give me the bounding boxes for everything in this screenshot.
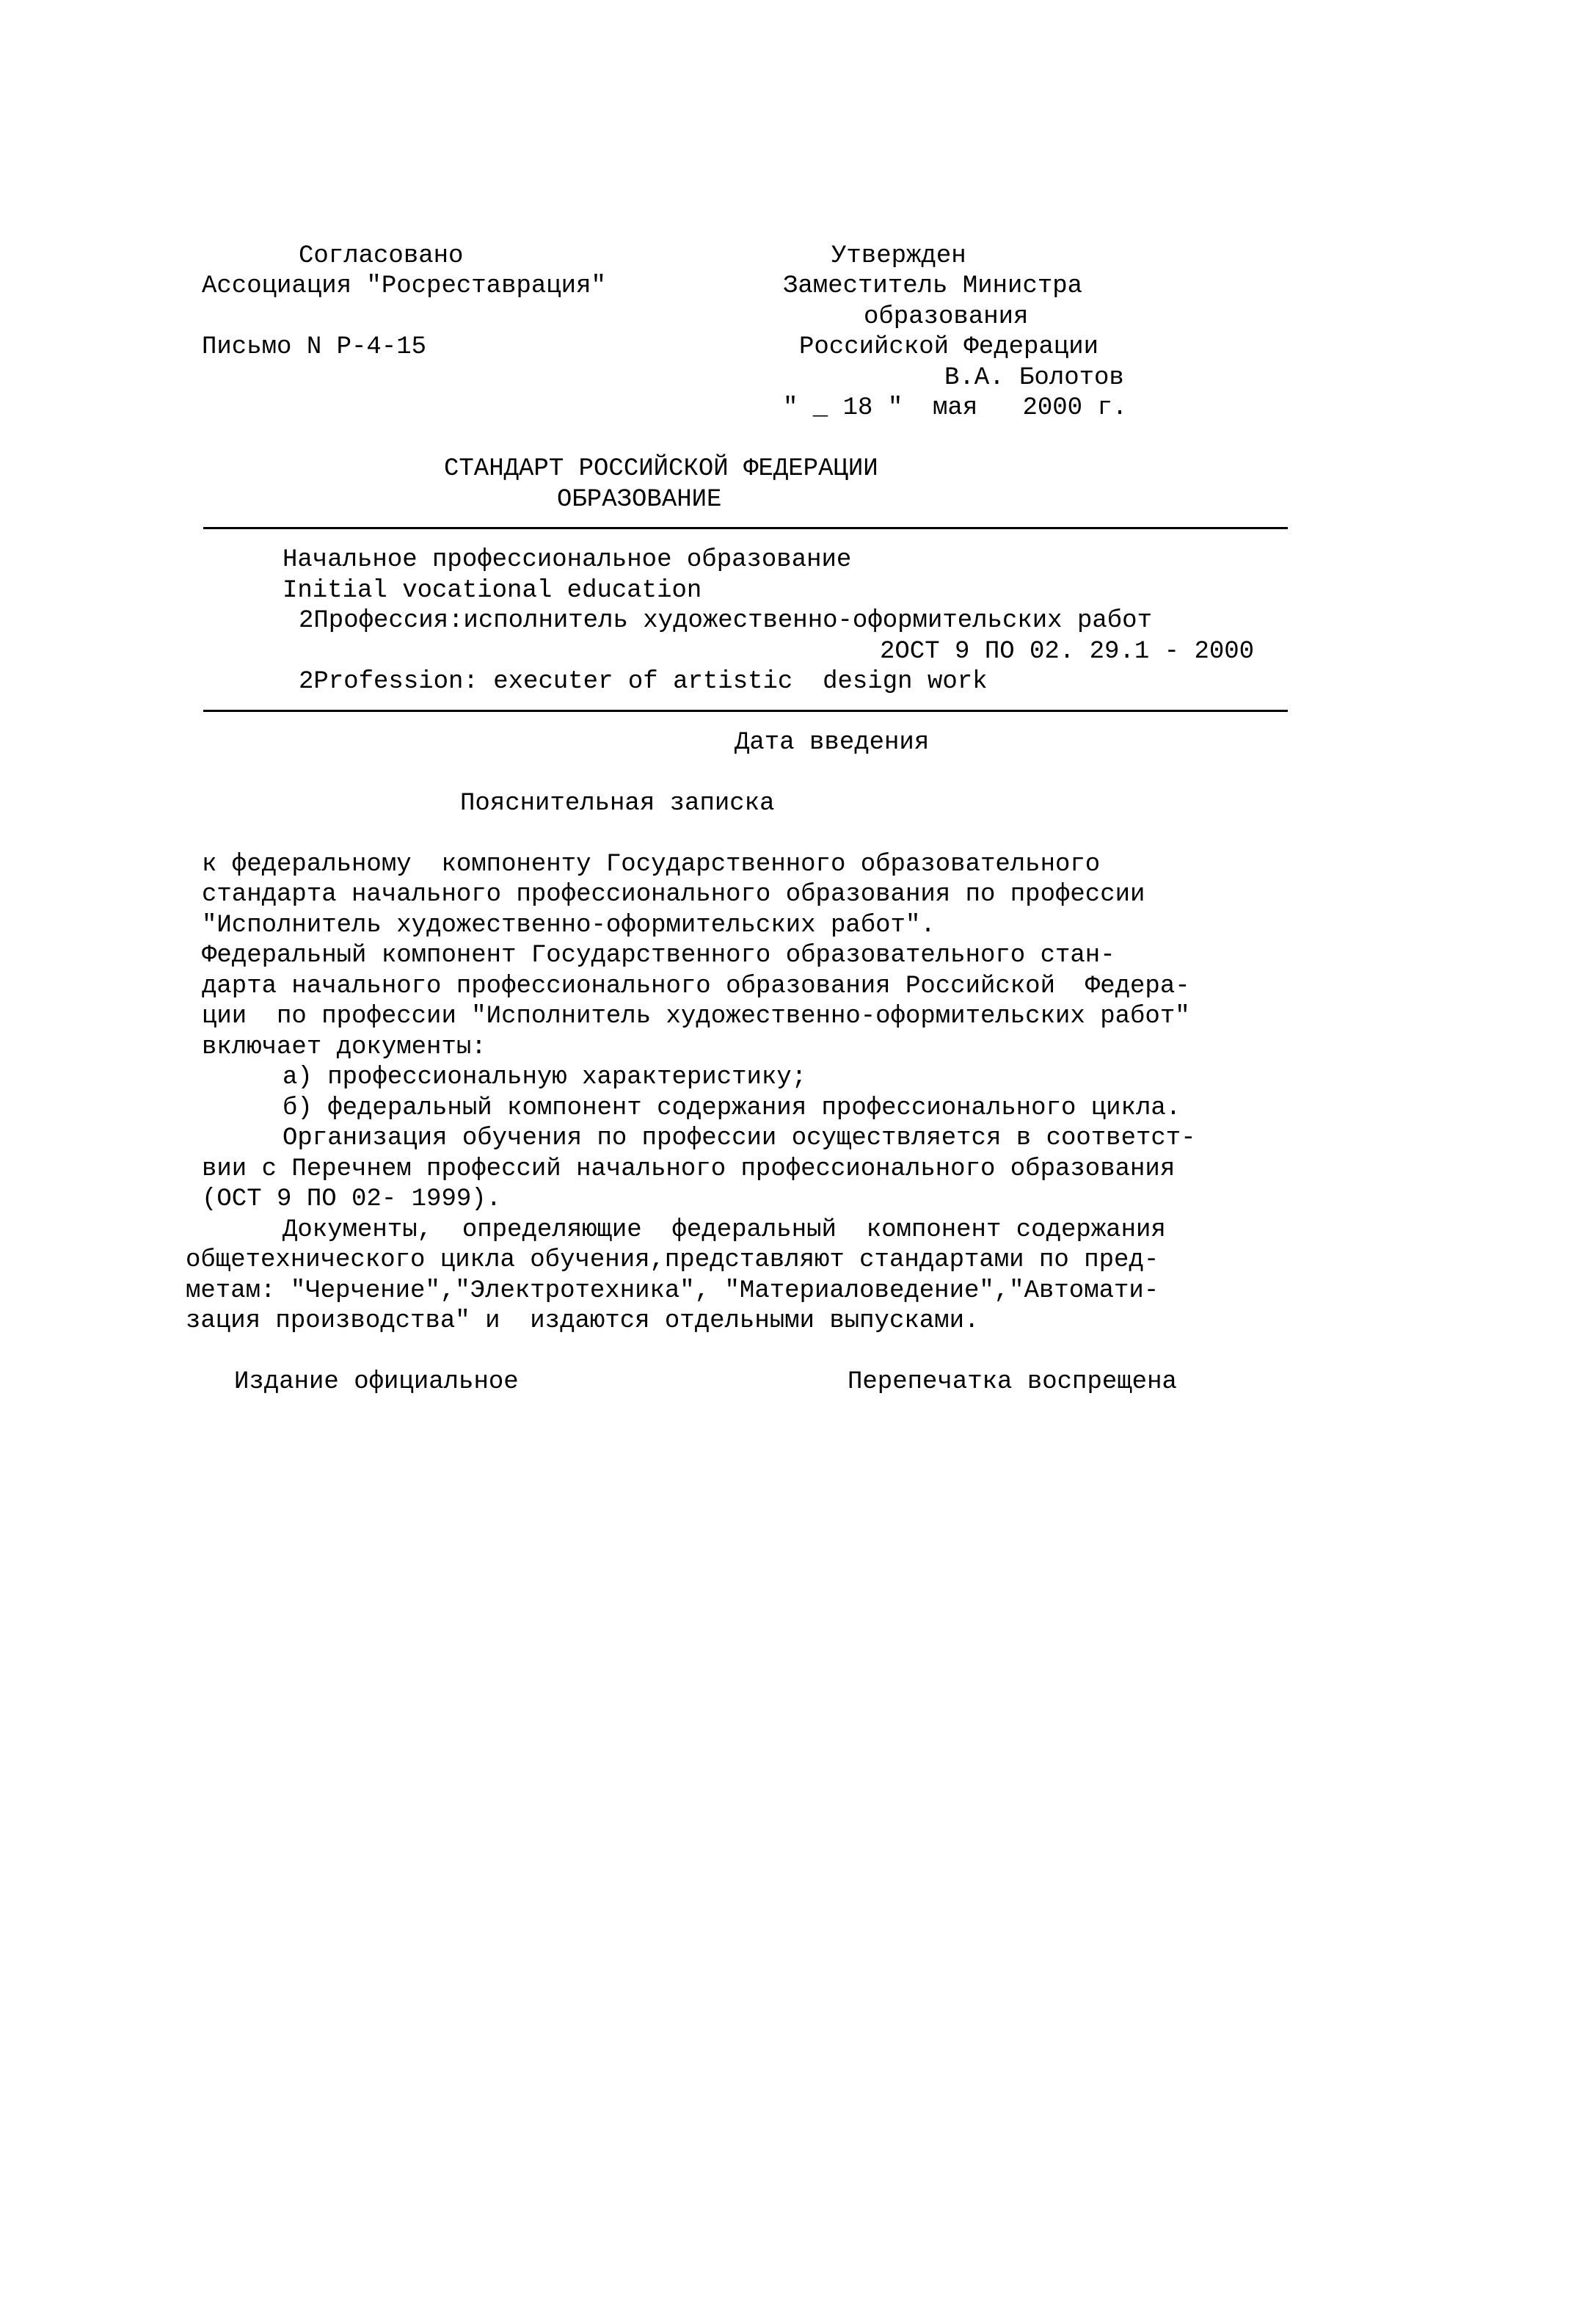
bottom-divider bbox=[203, 710, 1288, 712]
body-line: включает документы: bbox=[202, 1033, 487, 1061]
agreed-label: Согласовано bbox=[299, 242, 464, 270]
intro-date-label: Дата введения bbox=[735, 729, 930, 757]
body-line: дарта начального профессионального образования Российской Федера- bbox=[202, 973, 1190, 1000]
standard-subheading: ОБРАЗОВАНИЕ bbox=[557, 486, 722, 514]
standard-title-en: Initial vocational education bbox=[283, 577, 702, 605]
list-item: б) федеральный компонент содержания профессионального цикла. bbox=[283, 1094, 1181, 1122]
approver-position-line3: Российской Федерации bbox=[799, 333, 1099, 361]
body-line: "Исполнитель художественно-оформительских работ". bbox=[202, 912, 936, 939]
reprint-prohibited-label: Перепечатка воспрещена bbox=[848, 1368, 1177, 1396]
note-title: Пояснительная записка bbox=[460, 790, 775, 818]
body-line: Организация обучения по профессии осуществляется в соответст- bbox=[283, 1124, 1196, 1152]
list-item: а) профессиональную характеристику; bbox=[283, 1064, 807, 1091]
body-line: вии с Перечнем профессий начального профессионального образования bbox=[202, 1155, 1176, 1183]
body-line: ции по профессии "Исполнитель художественно-оформительских работ" bbox=[202, 1003, 1190, 1030]
profession-ru: 2Профессия:исполнитель художественно-оформительских работ bbox=[299, 607, 1152, 635]
letter-number: Письмо N Р-4-15 bbox=[202, 333, 427, 361]
body-line: зация производства" и издаются отдельными выпусками. bbox=[186, 1307, 980, 1335]
approver-position-line1: Заместитель Министра bbox=[783, 272, 1083, 300]
profession-en: 2Profession: executer of artistic design work bbox=[299, 668, 988, 696]
body-line: Документы, определяющие федеральный компонент содержания bbox=[283, 1216, 1166, 1244]
approval-date: " _ 18 " мая 2000 г. bbox=[783, 394, 1128, 422]
body-line: к федеральному компоненту Государственного образовательного bbox=[202, 851, 1101, 879]
approver-name: В.А. Болотов bbox=[944, 364, 1124, 392]
body-line: стандарта начального профессионального образования по профессии bbox=[202, 881, 1145, 909]
approved-label: Утвержден bbox=[831, 242, 966, 270]
body-line: (ОСТ 9 ПО 02- 1999). bbox=[202, 1185, 502, 1213]
top-divider bbox=[203, 527, 1288, 529]
body-line: Федеральный компонент Государственного образовательного стан- bbox=[202, 942, 1115, 970]
standard-title-ru: Начальное профессиональное образование bbox=[283, 546, 852, 574]
body-line: общетехнического цикла обучения,представляют стандартами по пред- bbox=[186, 1246, 1159, 1274]
standard-heading: СТАНДАРТ РОССИЙСКОЙ ФЕДЕРАЦИИ bbox=[444, 455, 878, 483]
standard-code: 2ОСТ 9 ПО 02. 29.1 - 2000 bbox=[880, 638, 1255, 666]
approver-position-line2: образования bbox=[864, 303, 1029, 331]
body-line: метам: "Черчение","Электротехника", "Материаловедение","Автомати- bbox=[186, 1277, 1159, 1305]
association-name: Ассоциация "Росреставрация" bbox=[202, 272, 606, 300]
official-edition-label: Издание официальное bbox=[234, 1368, 519, 1396]
